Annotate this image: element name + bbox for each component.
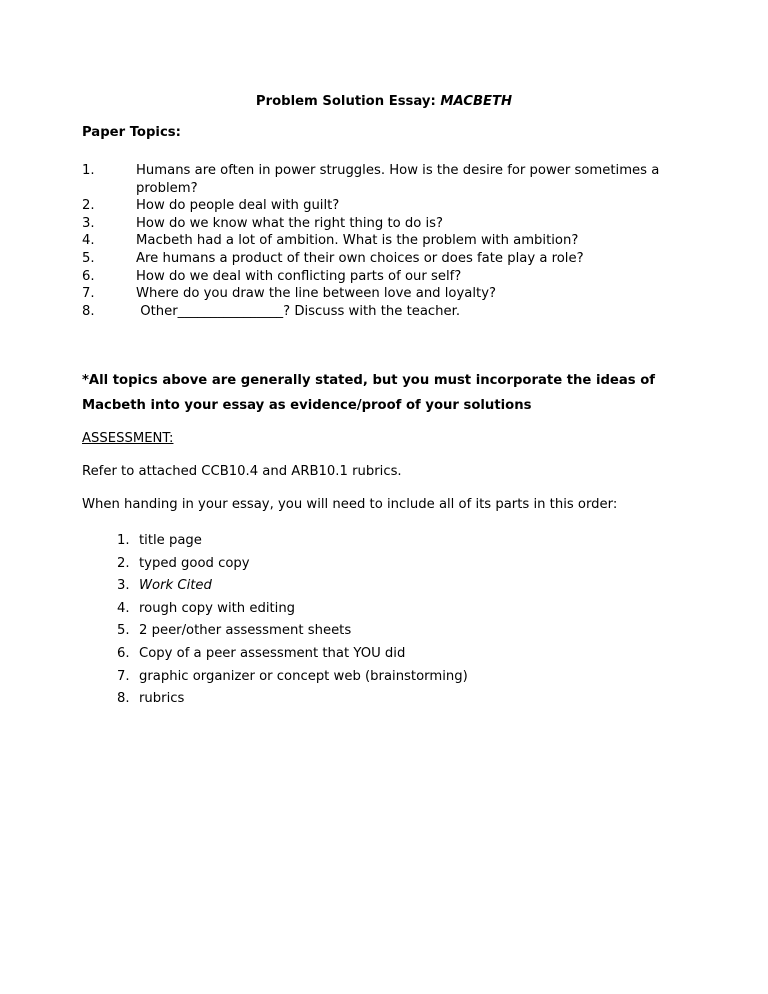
page-title xyxy=(0,94,768,109)
handing-in-instructions: When handing in your essay, you will need to include all of its parts in this order: xyxy=(82,497,618,512)
topic-text: How do we deal with conflicting parts of our self? xyxy=(136,268,462,284)
topic-item xyxy=(82,303,702,321)
topic-text: How do people deal with guilt? xyxy=(136,198,340,214)
part-text: Work Cited xyxy=(139,578,212,594)
topic-text: Macbeth had a lot of ambition. What is the problem with ambition? xyxy=(136,233,579,249)
topic-number: 5. xyxy=(82,250,95,266)
note-line-2: Macbeth into your essay as evidence/proof of your solutions xyxy=(82,398,532,413)
part-number: 7. xyxy=(117,668,130,684)
part-number: 3. xyxy=(117,578,130,594)
part-number: 8. xyxy=(117,691,130,707)
topic-text: Where do you draw the line between love and loyalty? xyxy=(136,286,496,302)
topics-list xyxy=(82,162,702,320)
part-text: title page xyxy=(139,533,202,548)
rubrics-reference: Refer to attached CCB10.4 and ARB10.1 rubrics. xyxy=(82,464,402,479)
title-main: Problem Solution Essay: xyxy=(255,94,441,109)
essay-part-item xyxy=(117,688,468,711)
topic-item xyxy=(82,285,702,303)
topic-number: 2. xyxy=(82,198,95,214)
topic-text: Humans are often in power struggles. How is the desire for power sometimes a problem? xyxy=(136,163,660,196)
essay-parts-list xyxy=(117,530,468,711)
topic-number: 6. xyxy=(82,268,95,284)
topics-note xyxy=(82,368,702,418)
assessment-heading: ASSESSMENT: xyxy=(82,431,174,446)
topic-number: 3. xyxy=(82,215,95,231)
topic-text: Are humans a product of their own choices or does fate play a role? xyxy=(136,250,584,266)
topic-item xyxy=(82,197,702,215)
topic-item xyxy=(82,215,702,233)
topic-item xyxy=(82,250,702,268)
topic-item xyxy=(82,162,702,197)
topics-heading: Paper Topics: xyxy=(82,125,181,140)
topic-text: Other________________? Discuss with the teacher. xyxy=(136,303,461,319)
part-number: 2. xyxy=(117,555,130,571)
part-number: 1. xyxy=(117,533,130,548)
title-emphasis: MACBETH xyxy=(440,94,513,109)
part-text: Copy of a peer assessment that YOU did xyxy=(139,645,406,661)
part-number: 6. xyxy=(117,645,130,661)
essay-part-item xyxy=(117,666,468,689)
part-text: graphic organizer or concept web (brainstorming) xyxy=(139,668,468,684)
essay-part-item xyxy=(117,620,468,643)
essay-part-item xyxy=(117,643,468,666)
part-text: rough copy with editing xyxy=(139,600,296,616)
part-text: 2 peer/other assessment sheets xyxy=(139,623,352,639)
topic-item xyxy=(82,232,702,250)
part-number: 5. xyxy=(117,623,130,639)
topic-text: How do we know what the right thing to do is? xyxy=(136,215,444,231)
part-number: 4. xyxy=(117,600,130,616)
topic-number: 7. xyxy=(82,286,95,302)
essay-part-item xyxy=(117,530,468,553)
topic-item xyxy=(82,268,702,286)
essay-part-item xyxy=(117,598,468,621)
topic-number: 4. xyxy=(82,233,95,249)
topic-number: 8. xyxy=(82,303,95,319)
part-text: rubrics xyxy=(139,691,185,707)
essay-part-item xyxy=(117,553,468,576)
part-text: typed good copy xyxy=(139,555,250,571)
note-line-1: *All topics above are generally stated, but you must incorporate the ideas of xyxy=(82,373,656,388)
topic-number: 1. xyxy=(82,163,95,178)
essay-part-item xyxy=(117,575,468,598)
